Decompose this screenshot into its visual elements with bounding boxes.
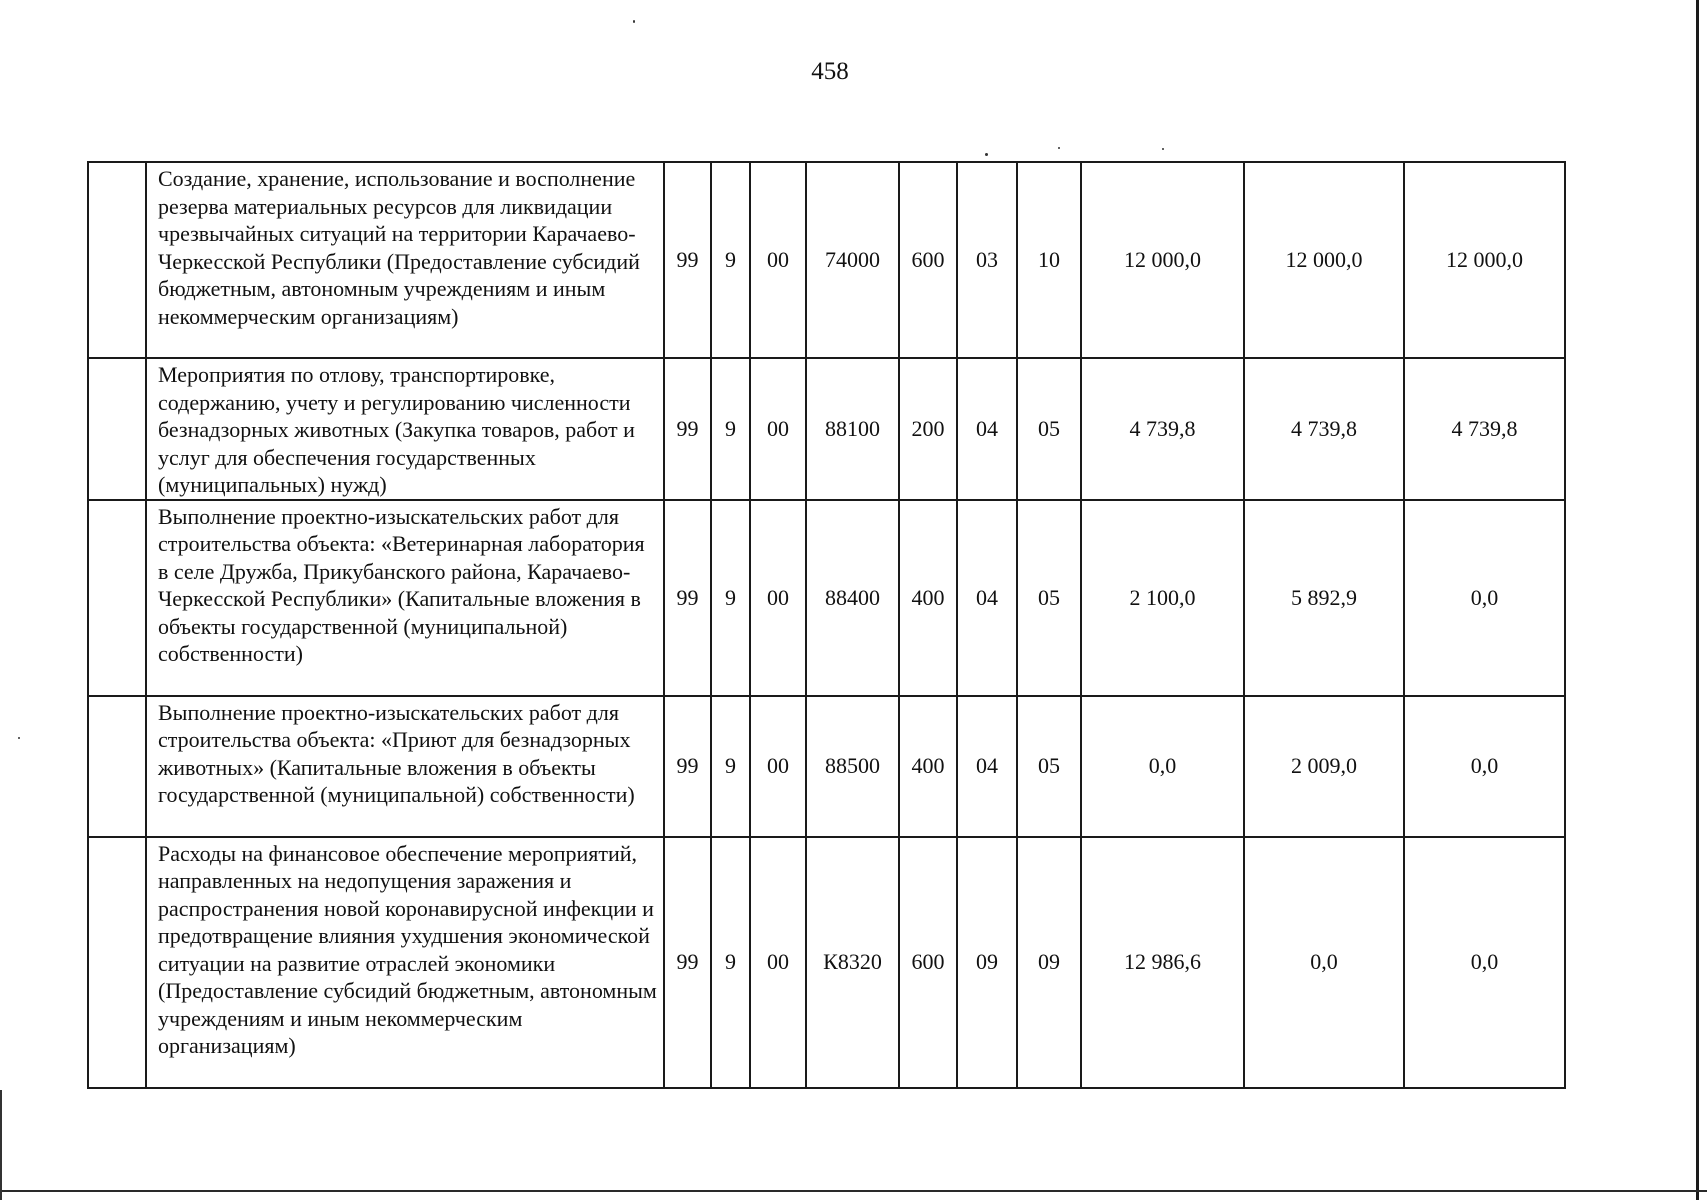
expense-type-cell: 600 — [899, 162, 957, 358]
amount-3-cell: 0,0 — [1404, 696, 1565, 837]
subsection-cell: 05 — [1017, 358, 1081, 500]
code-cell: 74000 — [806, 162, 899, 358]
amount-3-cell: 12 000,0 — [1404, 162, 1565, 358]
subsection-cell: 05 — [1017, 500, 1081, 696]
program-cell: 99 — [664, 358, 711, 500]
section-cell: 04 — [957, 696, 1017, 837]
section-cell: 04 — [957, 358, 1017, 500]
row-number-cell — [88, 500, 146, 696]
amount-1-cell: 12 000,0 — [1081, 162, 1244, 358]
table-row — [88, 500, 1565, 696]
program-cell: 99 — [664, 837, 711, 1088]
amount-1-cell: 0,0 — [1081, 696, 1244, 837]
program-cell: 99 — [664, 162, 711, 358]
expense-type-cell: 400 — [899, 500, 957, 696]
row-number-cell — [88, 358, 146, 500]
code-cell: К8320 — [806, 837, 899, 1088]
scan-speck — [1162, 148, 1164, 150]
program-cell: 99 — [664, 696, 711, 837]
row-number-cell — [88, 696, 146, 837]
program-cell: 99 — [664, 500, 711, 696]
description-cell: Создание, хранение, использование и восполнение резерва материальных ресурсов для ликвидации чрезвычайных ситуаций на территории Карачаево-Черкесской Республики (Предоставление субсидий бюджетным, автономным учреждениям и иным некоммерческим организациям) — [146, 162, 664, 358]
table-row — [88, 837, 1565, 1088]
scan-speck — [985, 153, 988, 156]
amount-2-cell: 0,0 — [1244, 837, 1404, 1088]
subprogram-cell: 9 — [711, 500, 750, 696]
section-cell: 03 — [957, 162, 1017, 358]
section-cell: 09 — [957, 837, 1017, 1088]
amount-2-cell: 2 009,0 — [1244, 696, 1404, 837]
direction-cell: 00 — [750, 837, 806, 1088]
row-number-cell — [88, 162, 146, 358]
code-cell: 88400 — [806, 500, 899, 696]
scan-edge-left — [0, 1090, 2, 1200]
expense-type-cell: 400 — [899, 696, 957, 837]
scan-edge-bottom — [0, 1190, 1707, 1192]
amount-1-cell: 12 986,6 — [1081, 837, 1244, 1088]
amount-2-cell: 12 000,0 — [1244, 162, 1404, 358]
subprogram-cell: 9 — [711, 162, 750, 358]
scan-speck — [633, 20, 635, 23]
description-cell: Расходы на финансовое обеспечение мероприятий, направленных на недопущения заражения и распространения новой коронавирусной инфекции и предотвращение влияния ухудшения экономической ситуации на развитие отраслей экономики (Предоставление субсидий бюджетным, автономным учреждениям и иным некоммерческим организациям) — [146, 837, 664, 1088]
direction-cell: 00 — [750, 162, 806, 358]
description-cell: Выполнение проектно-изыскательских работ для строительства объекта: «Ветеринарная лаборатория в селе Дружба, Прикубанского района, Карачаево-Черкесской Республики» (Капитальные вложения в объекты государственной (муниципальной) собственности) — [146, 500, 664, 696]
subsection-cell: 05 — [1017, 696, 1081, 837]
budget-table — [87, 161, 1566, 1089]
direction-cell: 00 — [750, 696, 806, 837]
table-row — [88, 358, 1565, 500]
subprogram-cell: 9 — [711, 837, 750, 1088]
subprogram-cell: 9 — [711, 696, 750, 837]
amount-3-cell: 4 739,8 — [1404, 358, 1565, 500]
expense-type-cell: 200 — [899, 358, 957, 500]
code-cell: 88500 — [806, 696, 899, 837]
amount-2-cell: 4 739,8 — [1244, 358, 1404, 500]
page-number: 458 — [811, 58, 849, 85]
amount-2-cell: 5 892,9 — [1244, 500, 1404, 696]
expense-type-cell: 600 — [899, 837, 957, 1088]
subprogram-cell: 9 — [711, 358, 750, 500]
amount-1-cell: 4 739,8 — [1081, 358, 1244, 500]
scan-edge-right — [1696, 0, 1699, 1200]
row-number-cell — [88, 837, 146, 1088]
section-cell: 04 — [957, 500, 1017, 696]
table-row — [88, 696, 1565, 837]
amount-3-cell: 0,0 — [1404, 837, 1565, 1088]
description-cell: Мероприятия по отлову, транспортировке, содержанию, учету и регулированию численности безнадзорных животных (Закупка товаров, работ и услуг для обеспечения государственных (муниципальных) нужд) — [146, 358, 664, 500]
scan-speck — [1058, 147, 1060, 149]
amount-3-cell: 0,0 — [1404, 500, 1565, 696]
description-cell: Выполнение проектно-изыскательских работ для строительства объекта: «Приют для безнадзорных животных» (Капитальные вложения в объекты государственной (муниципальной) собственности) — [146, 696, 664, 837]
scan-speck — [18, 737, 20, 739]
direction-cell: 00 — [750, 500, 806, 696]
amount-1-cell: 2 100,0 — [1081, 500, 1244, 696]
code-cell: 88100 — [806, 358, 899, 500]
subsection-cell: 09 — [1017, 837, 1081, 1088]
direction-cell: 00 — [750, 358, 806, 500]
table-row — [88, 162, 1565, 358]
subsection-cell: 10 — [1017, 162, 1081, 358]
